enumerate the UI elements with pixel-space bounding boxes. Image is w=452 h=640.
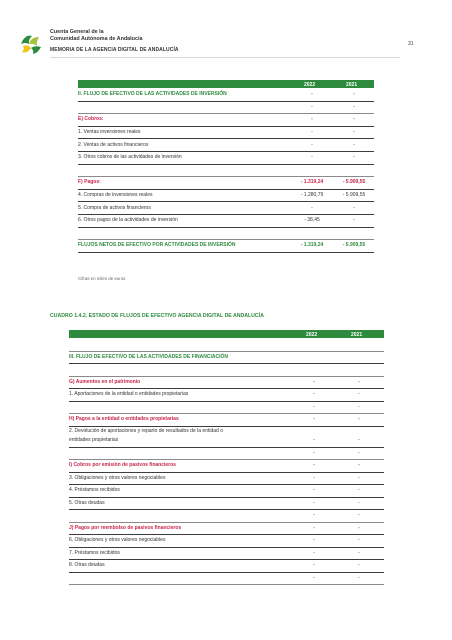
table-row: [78, 139, 374, 152]
table-row: [69, 573, 384, 586]
table-row: [69, 523, 384, 536]
page-number: 31: [408, 41, 414, 47]
value-2022: -: [313, 416, 315, 423]
row-label: 4. Compras de inversiones reales: [78, 191, 153, 198]
table-row: [69, 560, 384, 573]
table-row: [78, 152, 374, 165]
row-label: J) Pagos por reembolso de pasivos financieros: [69, 524, 182, 531]
table-row: [69, 510, 384, 523]
value-2021: -: [358, 537, 360, 544]
row-label: 2. Devolución de aportaciones y reparto de resultados de la entidad o: [69, 427, 223, 434]
table-row: [78, 202, 374, 215]
table-row: [69, 352, 384, 365]
value-2022: -: [313, 449, 315, 456]
value-2022: -: [311, 128, 313, 135]
value-2021: -: [358, 524, 360, 531]
value-2022: - 38,45: [304, 217, 320, 224]
value-2022: -: [313, 403, 315, 410]
value-2022: - 1.319,24: [300, 242, 324, 249]
value-2021: -: [353, 103, 355, 110]
row-label: 6. Obligaciones y otros valores negociables: [69, 537, 166, 544]
row-label: FLUJOS NETOS DE EFECTIVO POR ACTIVIDADES DE INVERSIÓN: [78, 242, 236, 249]
value-2022: -: [311, 116, 313, 123]
table-row: [69, 460, 384, 473]
table-row: [69, 448, 384, 461]
table-header: [69, 330, 384, 338]
value-2021: -: [358, 437, 360, 444]
page-header: [0, 0, 452, 68]
value-2021: -: [358, 487, 360, 494]
table-caption: CUADRO 1.4.2. ESTADO DE FLUJOS DE EFECTIVO AGENCIA DIGITAL DE ANDALUCÍA: [50, 313, 264, 319]
value-2022: -: [313, 391, 315, 398]
table-row: [78, 177, 374, 190]
column-2021: 2021: [351, 331, 363, 338]
table-header: [78, 80, 374, 88]
value-2022: -: [313, 378, 315, 385]
value-2021: - 5.909,55: [342, 242, 366, 249]
table-row: [78, 102, 374, 115]
value-2021: -: [358, 449, 360, 456]
value-2021: -: [353, 128, 355, 135]
table-row: [78, 190, 374, 203]
value-2021: -: [353, 154, 355, 161]
header-divider: [50, 57, 400, 58]
value-2022: -: [313, 549, 315, 556]
table-row: [69, 535, 384, 548]
table-row: [78, 89, 374, 102]
value-2021: -: [358, 562, 360, 569]
value-2021: -: [358, 462, 360, 469]
table-row: [69, 339, 384, 352]
value-2021: -: [353, 204, 355, 211]
value-2022: -: [313, 437, 315, 444]
andalucia-logo-icon: [19, 30, 45, 56]
row-label: 6. Otros pagos de la actividades de inversión: [78, 217, 178, 224]
column-2022: 2022: [304, 81, 316, 88]
table-row: [69, 402, 384, 415]
row-label: 1. Aportaciones de la entidad o entidades propietarias: [69, 391, 189, 398]
table-row: [69, 485, 384, 498]
value-2022: -: [311, 91, 313, 98]
table-row: [69, 377, 384, 390]
value-2021: -: [353, 116, 355, 123]
value-2022: -: [311, 154, 313, 161]
value-2022: -: [313, 524, 315, 531]
row-label: 3. Otros cobros de las actividades de inversión: [78, 154, 182, 161]
value-2022: - 1.319,24: [300, 179, 324, 186]
column-2022: 2022: [306, 331, 318, 338]
table-row: [78, 127, 374, 140]
org-name-line1: Cuenta General de la: [50, 29, 104, 35]
value-2022: -: [313, 499, 315, 506]
row-label: II. FLUJO DE EFECTIVO DE LAS ACTIVIDADES DE INVERSIÓN: [78, 91, 227, 98]
value-2022: -: [311, 103, 313, 110]
table-row: [78, 114, 374, 127]
table-row: [78, 165, 374, 178]
value-2021: -: [353, 91, 355, 98]
value-2021: -: [358, 474, 360, 481]
value-2021: -: [358, 512, 360, 519]
units-note: Cifras en miles de euros: [78, 276, 126, 281]
value-2021: - 5.909,55: [342, 191, 366, 198]
table-row: [78, 215, 374, 228]
value-2021: - 5.909,55: [342, 179, 366, 186]
row-label-continued: entidades propietarias: [69, 436, 119, 443]
value-2021: -: [353, 141, 355, 148]
row-label: 3. Obligaciones y otros valores negociables: [69, 474, 166, 481]
row-label: I) Cobros por emisión de pasivos financieros: [69, 462, 176, 469]
value-2021: -: [358, 499, 360, 506]
row-label: 8. Otras deudas: [69, 562, 105, 569]
row-label: G) Aumentos en el patrimonio: [69, 378, 141, 385]
row-label: 5. Compra de activos financieros: [78, 204, 151, 211]
row-label: 7. Préstamos recibidos: [69, 549, 120, 556]
value-2022: -: [313, 562, 315, 569]
row-label: 5. Otras deudas: [69, 499, 105, 506]
row-divider: [78, 252, 374, 253]
row-divider: [69, 584, 384, 585]
value-2021: -: [358, 391, 360, 398]
table-row: [78, 240, 374, 253]
table-row: [69, 473, 384, 486]
value-2021: -: [358, 574, 360, 581]
table-row: [69, 414, 384, 427]
org-name-line2: Comunidad Autónoma de Andalucía: [50, 35, 143, 42]
table-row: [69, 389, 384, 402]
value-2021: -: [358, 416, 360, 423]
value-2022: -: [311, 204, 313, 211]
value-2021: -: [358, 403, 360, 410]
row-label: III. FLUJO DE EFECTIVO DE LAS ACTIVIDADES DE FINANCIACIÓN: [69, 353, 228, 360]
table-row: [78, 228, 374, 241]
row-label: H) Pagos a la entidad o entidades propietarias: [69, 416, 179, 423]
value-2022: -: [313, 537, 315, 544]
value-2022: - 1.280,79: [300, 191, 324, 198]
row-label: E) Cobros:: [78, 116, 104, 123]
table-row: [69, 548, 384, 561]
value-2021: -: [358, 549, 360, 556]
document-section-title: MEMORIA DE LA AGENCIA DIGITAL DE ANDALUCÍA: [50, 47, 179, 53]
table-row: [69, 364, 384, 377]
column-2021: 2021: [346, 81, 358, 88]
value-2022: -: [313, 512, 315, 519]
value-2022: -: [313, 462, 315, 469]
value-2022: -: [313, 487, 315, 494]
value-2022: -: [313, 474, 315, 481]
value-2022: -: [311, 141, 313, 148]
row-label: 4. Préstamos recibidos: [69, 487, 120, 494]
value-2022: -: [313, 574, 315, 581]
value-2021: -: [353, 217, 355, 224]
row-label: 2. Ventas de activos financieros: [78, 141, 149, 148]
table-row: [69, 427, 384, 448]
table-row: [69, 498, 384, 511]
row-label: F) Pagos:: [78, 179, 101, 186]
value-2021: -: [358, 378, 360, 385]
row-label: 1. Ventas inversiones reales: [78, 128, 141, 135]
